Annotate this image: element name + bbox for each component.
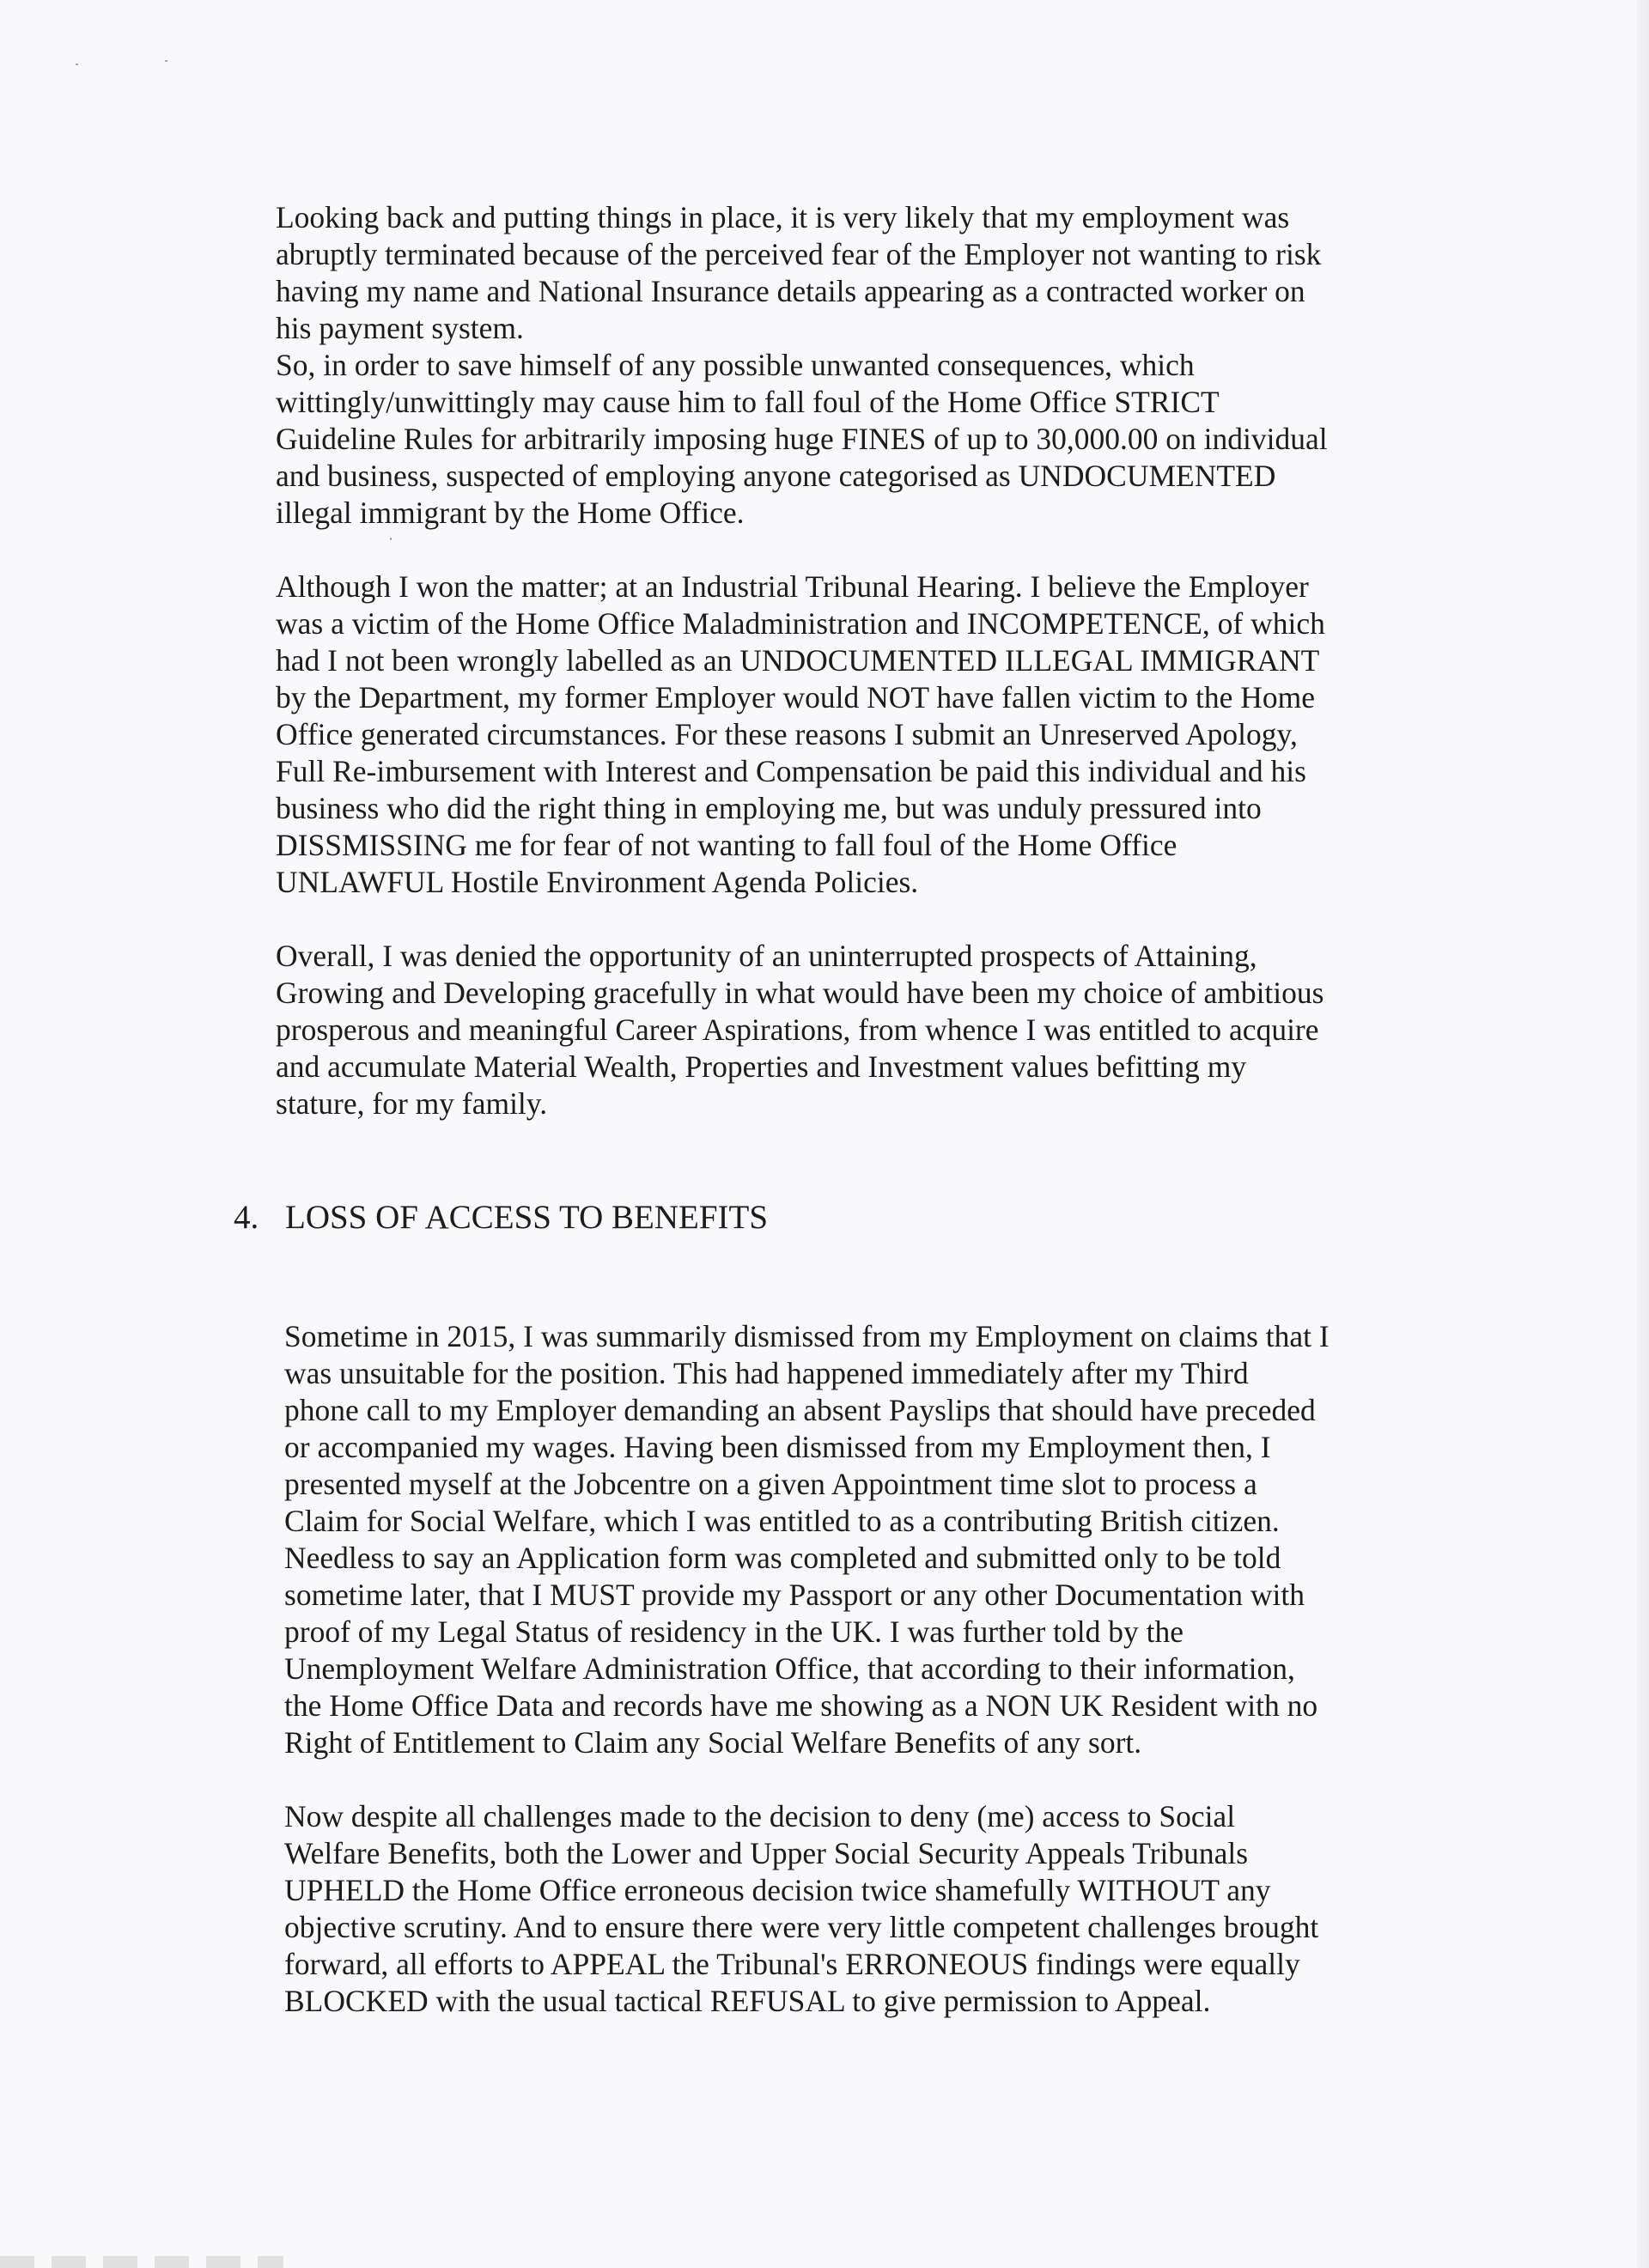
text-line: UNLAWFUL Hostile Environment Agenda Policies. — [276, 865, 919, 899]
text-line: Although I won the matter; at an Industrial Tribunal Hearing. I believe the Employer — [276, 569, 1309, 604]
text-line: forward, all efforts to APPEAL the Tribunal's ERRONEOUS findings were equally — [284, 1947, 1300, 1981]
text-line: and accumulate Material Wealth, Properties and Investment values befitting my — [276, 1049, 1247, 1084]
text-line: his payment system. — [276, 311, 524, 345]
scan-speck — [390, 538, 392, 540]
text-line: Now despite all challenges made to the decision to deny (me) access to Social — [284, 1799, 1236, 1833]
scan-bottom-artifact — [0, 2256, 283, 2268]
paragraph-career-aspirations — [276, 938, 1323, 1122]
text-line: was unsuitable for the position. This had happened immediately after my Third — [284, 1356, 1249, 1390]
text-line: Office generated circumstances. For these reasons I submit an Unreserved Apology, — [276, 717, 1298, 751]
text-line: objective scrutiny. And to ensure there were very little competent challenges brought — [284, 1910, 1319, 1944]
text-line: Right of Entitlement to Claim any Social Welfare Benefits of any sort. — [284, 1725, 1142, 1760]
text-line: Looking back and putting things in place, it is very likely that my employment was — [276, 200, 1290, 234]
text-line: Needless to say an Application form was completed and submitted only to be told — [284, 1541, 1281, 1575]
text-line: having my name and National Insurance details appearing as a contracted worker on — [276, 274, 1305, 308]
text-line: had I not been wrongly labelled as an UNDOCUMENTED ILLEGAL IMMIGRANT — [276, 643, 1320, 678]
text-line: Claim for Social Welfare, which I was entitled to as a contributing British citizen. — [284, 1504, 1280, 1538]
text-line: UPHELD the Home Office erroneous decision twice shamefully WITHOUT any — [284, 1873, 1271, 1907]
text-line: the Home Office Data and records have me showing as a NON UK Resident with no — [284, 1688, 1318, 1723]
section-number: 4. — [234, 1199, 259, 1236]
text-line: Sometime in 2015, I was summarily dismissed from my Employment on claims that I — [284, 1319, 1330, 1353]
paragraph-tribunal-hearing — [276, 569, 1325, 901]
paragraph-employment-terminated — [276, 199, 1328, 532]
text-line: Guideline Rules for arbitrarily imposing huge FINES of up to 30,000.00 on individual — [276, 422, 1328, 456]
text-line: Growing and Developing gracefully in what would have been my choice of ambitious — [276, 976, 1324, 1010]
text-line: Welfare Benefits, both the Lower and Upper Social Security Appeals Tribunals — [284, 1836, 1249, 1870]
section-title: LOSS OF ACCESS TO BENEFITS — [285, 1199, 769, 1236]
text-line: sometime later, that I MUST provide my Passport or any other Documentation with — [284, 1578, 1305, 1612]
text-line: DISSMISSING me for fear of not wanting to fall foul of the Home Office — [276, 828, 1177, 862]
text-line: phone call to my Employer demanding an absent Payslips that should have preceded — [284, 1393, 1316, 1427]
text-line: by the Department, my former Employer would NOT have fallen victim to the Home — [276, 680, 1315, 714]
text-line: stature, for my family. — [276, 1086, 548, 1121]
text-line: or accompanied my wages. Having been dismissed from my Employment then, I — [284, 1430, 1271, 1464]
text-line: and business, suspected of employing anyone categorised as UNDOCUMENTED — [276, 459, 1276, 493]
text-line: BLOCKED with the usual tactical REFUSAL to give permission to Appeal. — [284, 1984, 1211, 2018]
text-line: business who did the right thing in employing me, but was unduly pressured into — [276, 791, 1262, 825]
page-edge-shadow — [1637, 0, 1649, 2268]
scan-speck — [76, 64, 78, 65]
text-line: Full Re-imbursement with Interest and Compensation be paid this individual and his — [276, 754, 1306, 788]
text-line: Overall, I was denied the opportunity of an uninterrupted prospects of Attaining, — [276, 939, 1257, 973]
paragraph-dismissal-2015 — [284, 1318, 1330, 1761]
text-line: prosperous and meaningful Career Aspirations, from whence I was entitled to acquire — [276, 1012, 1319, 1047]
text-line: So, in order to save himself of any possible unwanted consequences, which — [276, 348, 1195, 382]
text-line: proof of my Legal Status of residency in the UK. I was further told by the — [284, 1614, 1184, 1649]
text-line: abruptly terminated because of the perceived fear of the Employer not wanting to risk — [276, 237, 1322, 271]
text-line: wittingly/unwittingly may cause him to fall foul of the Home Office STRICT — [276, 385, 1220, 419]
text-line: was a victim of the Home Office Maladministration and INCOMPETENCE, of which — [276, 606, 1325, 641]
scan-speck — [165, 60, 167, 62]
text-line: illegal immigrant by the Home Office. — [276, 496, 745, 530]
text-line: Unemployment Welfare Administration Office, that according to their information, — [284, 1651, 1295, 1686]
paragraph-appeals-tribunals — [284, 1798, 1318, 2020]
text-line: presented myself at the Jobcentre on a given Appointment time slot to process a — [284, 1467, 1257, 1501]
section-heading — [234, 1198, 768, 1237]
